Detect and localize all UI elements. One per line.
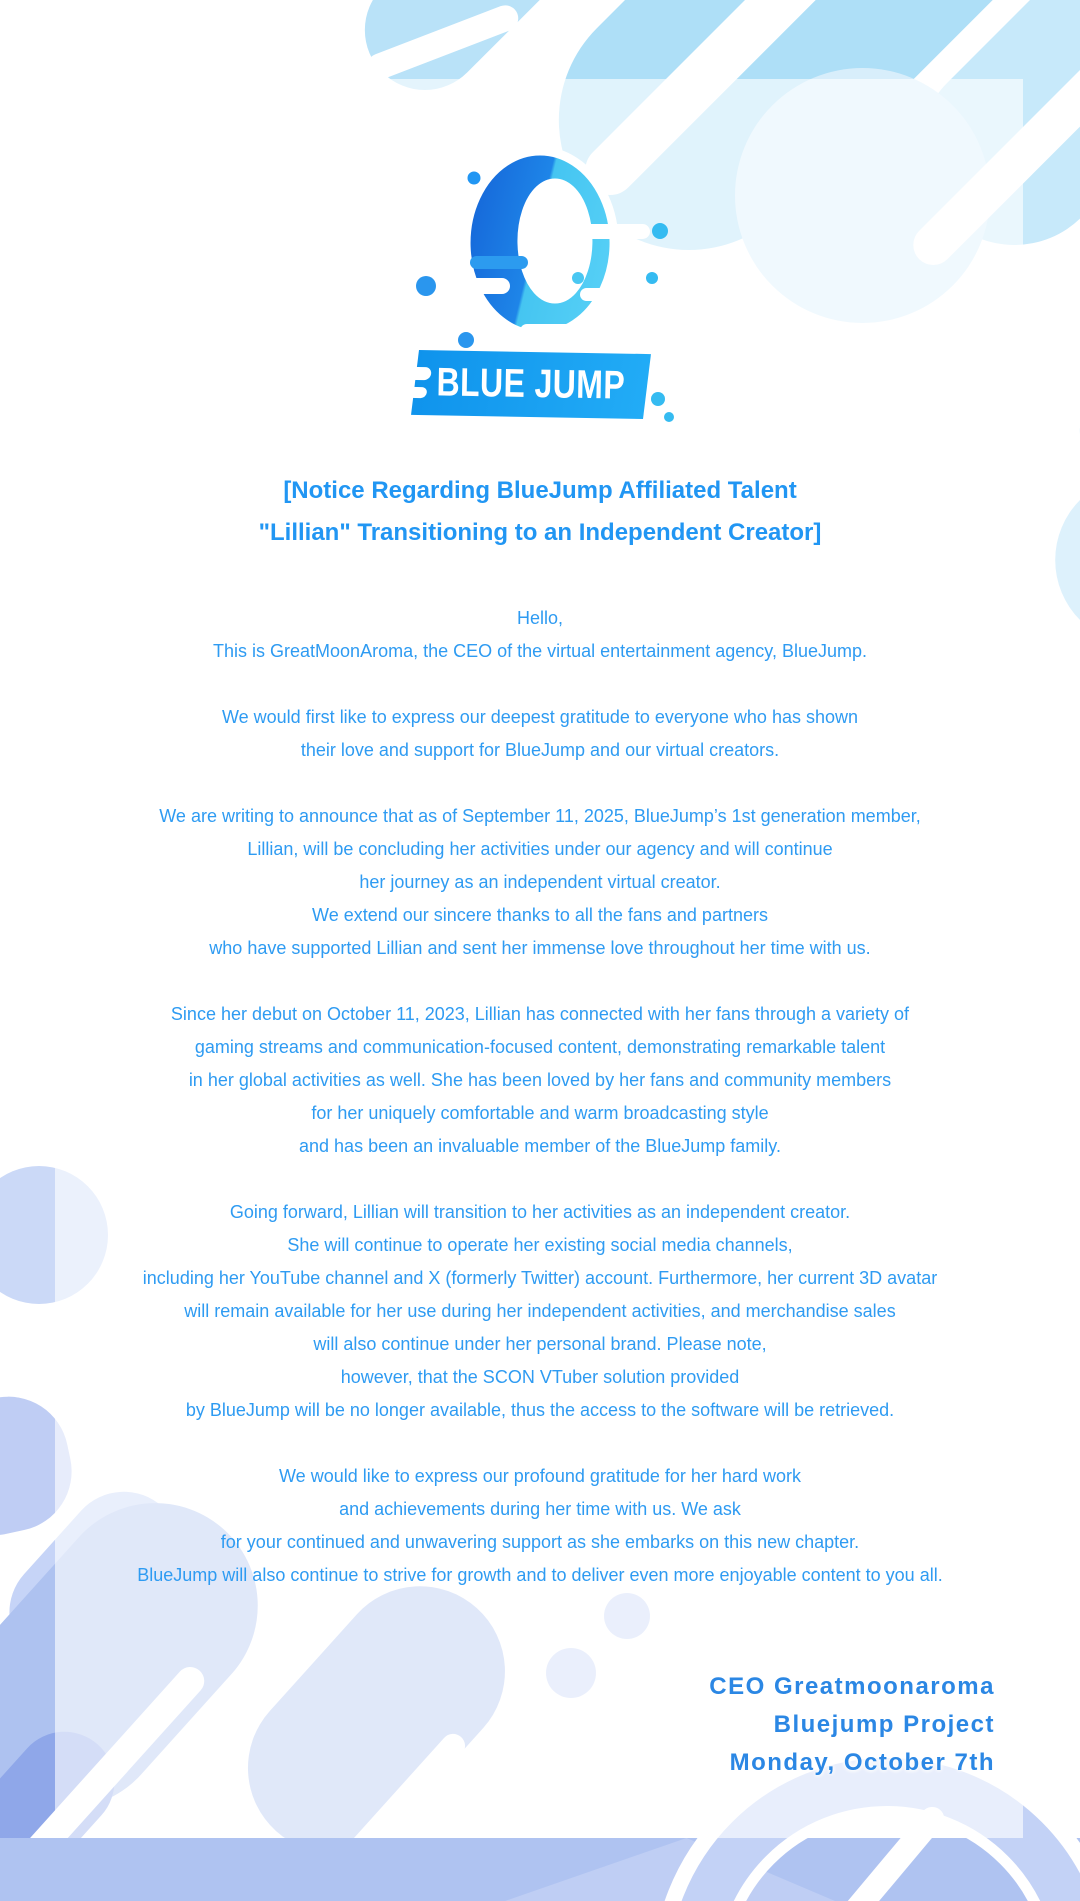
text-line: for her uniquely comfortable and warm broadcasting style — [311, 1103, 769, 1123]
text-line: however, that the SCON VTuber solution provided — [340, 1367, 740, 1387]
brand-banner — [411, 350, 651, 419]
text-line: We would like to express our profound gratitude for her hard work — [279, 1466, 801, 1486]
paragraph-greeting — [0, 602, 1080, 668]
text-line: in her global activities as well. She has been loved by her fans and community members — [188, 1070, 892, 1090]
text-line: will remain available for her use during her independent activities, and merchandise sales — [184, 1301, 896, 1321]
signature-date: Monday, October 7th — [729, 1749, 995, 1776]
deco-banner-dot — [664, 412, 674, 422]
text-line: will also continue under her personal brand. Please note, — [313, 1334, 767, 1354]
text-line: We are writing to announce that as of September 11, 2025, BlueJump’s 1st generation member, — [159, 806, 921, 826]
notice-body — [0, 602, 1080, 1625]
deco-banner-dot — [642, 423, 654, 435]
text-line: This is GreatMoonAroma, the CEO of the virtual entertainment agency, BlueJump. — [213, 641, 867, 661]
text-line: gaming streams and communication-focused content, demonstrating remarkable talent — [194, 1037, 886, 1057]
text-line: We extend our sincere thanks to all the fans and partners — [312, 905, 768, 925]
bluejump-logo — [370, 128, 710, 363]
text-line: her journey as an independent virtual creator. — [359, 872, 721, 892]
brand-banner-label: BLUE JUMP — [436, 360, 626, 408]
text-line: She will continue to operate her existing social media channels, — [287, 1235, 793, 1255]
paragraph-history — [0, 998, 1080, 1163]
notice-title-line1: [Notice Regarding BlueJump Affiliated Talent — [283, 477, 797, 504]
text-line: including her YouTube channel and X (formerly Twitter) account. Furthermore, her current 3D avatar — [142, 1268, 938, 1288]
text-line: We would first like to express our deepest gratitude to everyone who has shown — [221, 707, 858, 727]
text-line: Hello, — [516, 608, 564, 628]
text-line: Going forward, Lillian will transition to her activities as an independent creator. — [229, 1202, 851, 1222]
text-line: Since her debut on October 11, 2023, Lillian has connected with her fans through a variety of — [170, 1004, 910, 1024]
deco-banner-dot — [651, 392, 665, 406]
text-line: who have supported Lillian and sent her immense love throughout her time with us. — [209, 938, 871, 958]
paragraph-future-plans — [0, 1196, 1080, 1427]
paragraph-gratitude — [0, 701, 1080, 767]
text-line: BlueJump will also continue to strive for growth and to deliver even more enjoyable content to you all. — [137, 1565, 943, 1585]
text-line: by BlueJump will be no longer available, thus the access to the software will be retrieved. — [185, 1400, 895, 1420]
notice-title — [0, 470, 1080, 554]
signature-company: Bluejump Project — [773, 1711, 995, 1738]
text-line: and has been an invaluable member of the BlueJump family. — [299, 1136, 781, 1156]
text-line: and achievements during her time with us. We ask — [339, 1499, 741, 1519]
text-line: their love and support for BlueJump and our virtual creators. — [300, 740, 780, 760]
text-line: for your continued and unwavering support as she embarks on this new chapter. — [220, 1532, 860, 1552]
text-line: Lillian, will be concluding her activities under our agency and will continue — [247, 839, 833, 859]
notice-title-line2: "Lillian" Transitioning to an Independent Creator] — [258, 519, 822, 546]
paragraph-closing — [0, 1460, 1080, 1592]
signature-ceo: CEO Greatmoonaroma — [709, 1673, 995, 1700]
logo-ring-icon — [370, 128, 710, 363]
signature-block — [709, 1668, 995, 1782]
paragraph-announcement — [0, 800, 1080, 965]
